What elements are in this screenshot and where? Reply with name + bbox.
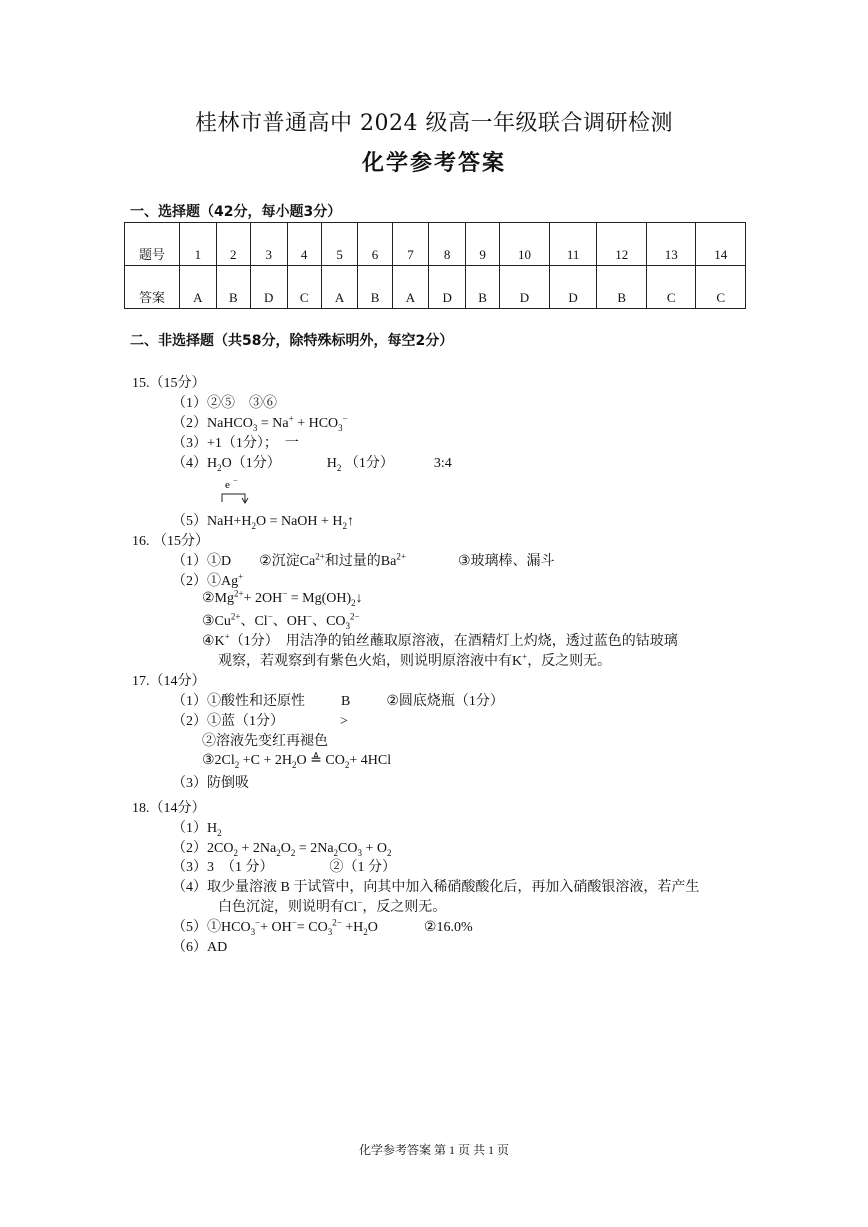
q16-line-5: ④K+（1分） 用洁净的铂丝蘸取原溶液，在酒精灯上灼烧，透过蓝色的钴玻璃	[202, 631, 678, 649]
answer-table	[124, 222, 746, 309]
q15-line-2: （2）NaHCO$_3$ = $Na^+ + HCO_3^-$	[172, 413, 348, 433]
question-number-cell: 4	[287, 223, 321, 266]
question-number-cell: 12	[597, 223, 646, 266]
q15-line-1: （1）②⑤ ③⑥	[172, 396, 277, 411]
question-number-cell: 3	[250, 223, 287, 266]
q18-line-3: （3）3 （1 分） ②（1 分）	[172, 860, 396, 875]
question-number-cell: 14	[696, 223, 746, 266]
q18-line-1: $(1)H_2$	[172, 821, 222, 838]
row-label-question: 题号	[125, 223, 180, 266]
q18-line-7: （6）AD	[172, 940, 228, 955]
q18-line-6: $(5)①HCO_3^-+ OH^-= CO_3^{2-} +H_2O$ ②16.0%	[172, 917, 473, 937]
q16-heading: 16. （15分）	[132, 534, 209, 549]
q18-line-4: （4）取少量溶液 B 于试管中，向其中加入稀硝酸酸化后，再加入硝酸银溶液，若产生	[172, 880, 700, 895]
q17-line-3: ②溶液先变红再褪色	[202, 734, 328, 749]
question-number-cell: 5	[321, 223, 358, 266]
question-number-cell: 8	[429, 223, 466, 266]
table-row-answers	[125, 266, 746, 309]
answer-cell: B	[358, 266, 392, 309]
answer-cell: A	[180, 266, 217, 309]
row-label-answer: 答案	[125, 266, 180, 309]
question-number-cell: 10	[500, 223, 549, 266]
svg-text:−: −	[233, 476, 238, 485]
question-number-cell: 13	[646, 223, 695, 266]
q17-line-4: $③2Cl_2 +C + 2H_2O$ ≜ $CO_2+ 4HCl$	[202, 753, 392, 770]
answer-cell: D	[429, 266, 466, 309]
q16-line-3: $②Mg^{2+}+ 2OH^-$ = $Mg(OH)_2↓$	[202, 588, 363, 608]
q15-line-4: $(4)H_2O(1$分） $H_2$ （1分） 3:4	[172, 456, 452, 473]
section1-heading: 一、选择题（42分，每小题3分）	[130, 204, 342, 220]
q18-heading: 18.（14分）	[132, 801, 206, 816]
q16-line-1: （1）①D ②沉淀$Ca^{2+}$和过量的$Ba^{2+}$ ③玻璃棒、漏斗	[172, 551, 555, 569]
question-number-cell: 1	[180, 223, 217, 266]
answer-cell: C	[287, 266, 321, 309]
answer-cell: A	[392, 266, 429, 309]
q17-line-5: （3）防倒吸	[172, 776, 249, 791]
answer-cell: D	[250, 266, 287, 309]
q18-line-5: 白色沉淀，则说明有Cl−，反之则无。	[218, 897, 447, 915]
answer-cell: D	[500, 266, 549, 309]
answer-cell: B	[597, 266, 646, 309]
q15-line-5: $(5)NaH+H_2O$ = NaOH + $H_2↑$	[172, 514, 355, 531]
q18-line-2: $(2)2CO_2 + 2Na_2O_2 = 2Na_2CO_3 + O_2$	[172, 841, 392, 858]
answer-cell: A	[321, 266, 358, 309]
q17-heading: 17.（14分）	[132, 674, 206, 689]
question-number-cell: 7	[392, 223, 429, 266]
q16-line-6: 观察，若观察到有紫色火焰，则说明原溶液中有K+，反之则无。	[218, 651, 612, 669]
question-number-cell: 9	[466, 223, 500, 266]
answer-cell: C	[646, 266, 695, 309]
answer-cell: C	[696, 266, 746, 309]
q16-line-2: （2）①Ag+	[172, 571, 244, 589]
table-row-numbers	[125, 223, 746, 266]
electron-label: e	[225, 479, 230, 491]
q17-line-2: （2）①蓝（1分） >	[172, 714, 348, 729]
answer-cell: D	[549, 266, 597, 309]
q17-line-1: （1）①酸性和还原性 B ②圆底烧瓶（1分）	[172, 694, 504, 709]
question-number-cell: 2	[216, 223, 250, 266]
page-title: 桂林市普通高中 2024 级高一年级联合调研检测	[195, 111, 673, 136]
question-number-cell: 11	[549, 223, 597, 266]
section2-heading: 二、非选择题（共58分，除特殊标明外，每空2分）	[130, 333, 454, 349]
answer-cell: B	[466, 266, 500, 309]
page-subtitle: 化学参考答案	[361, 150, 506, 176]
electron-transfer-arrow-icon	[215, 476, 255, 506]
page-footer: 化学参考答案 第 1 页 共 1 页	[358, 1143, 509, 1157]
question-number-cell: 6	[358, 223, 392, 266]
q15-line-3: （3）+1（1分）； 一	[172, 436, 299, 451]
q15-heading: 15.（15分）	[132, 376, 206, 391]
answer-cell: B	[216, 266, 250, 309]
q16-line-4: $③Cu^{2+}$、Cl−、OH−、$CO_3^{2-}$	[202, 611, 360, 631]
